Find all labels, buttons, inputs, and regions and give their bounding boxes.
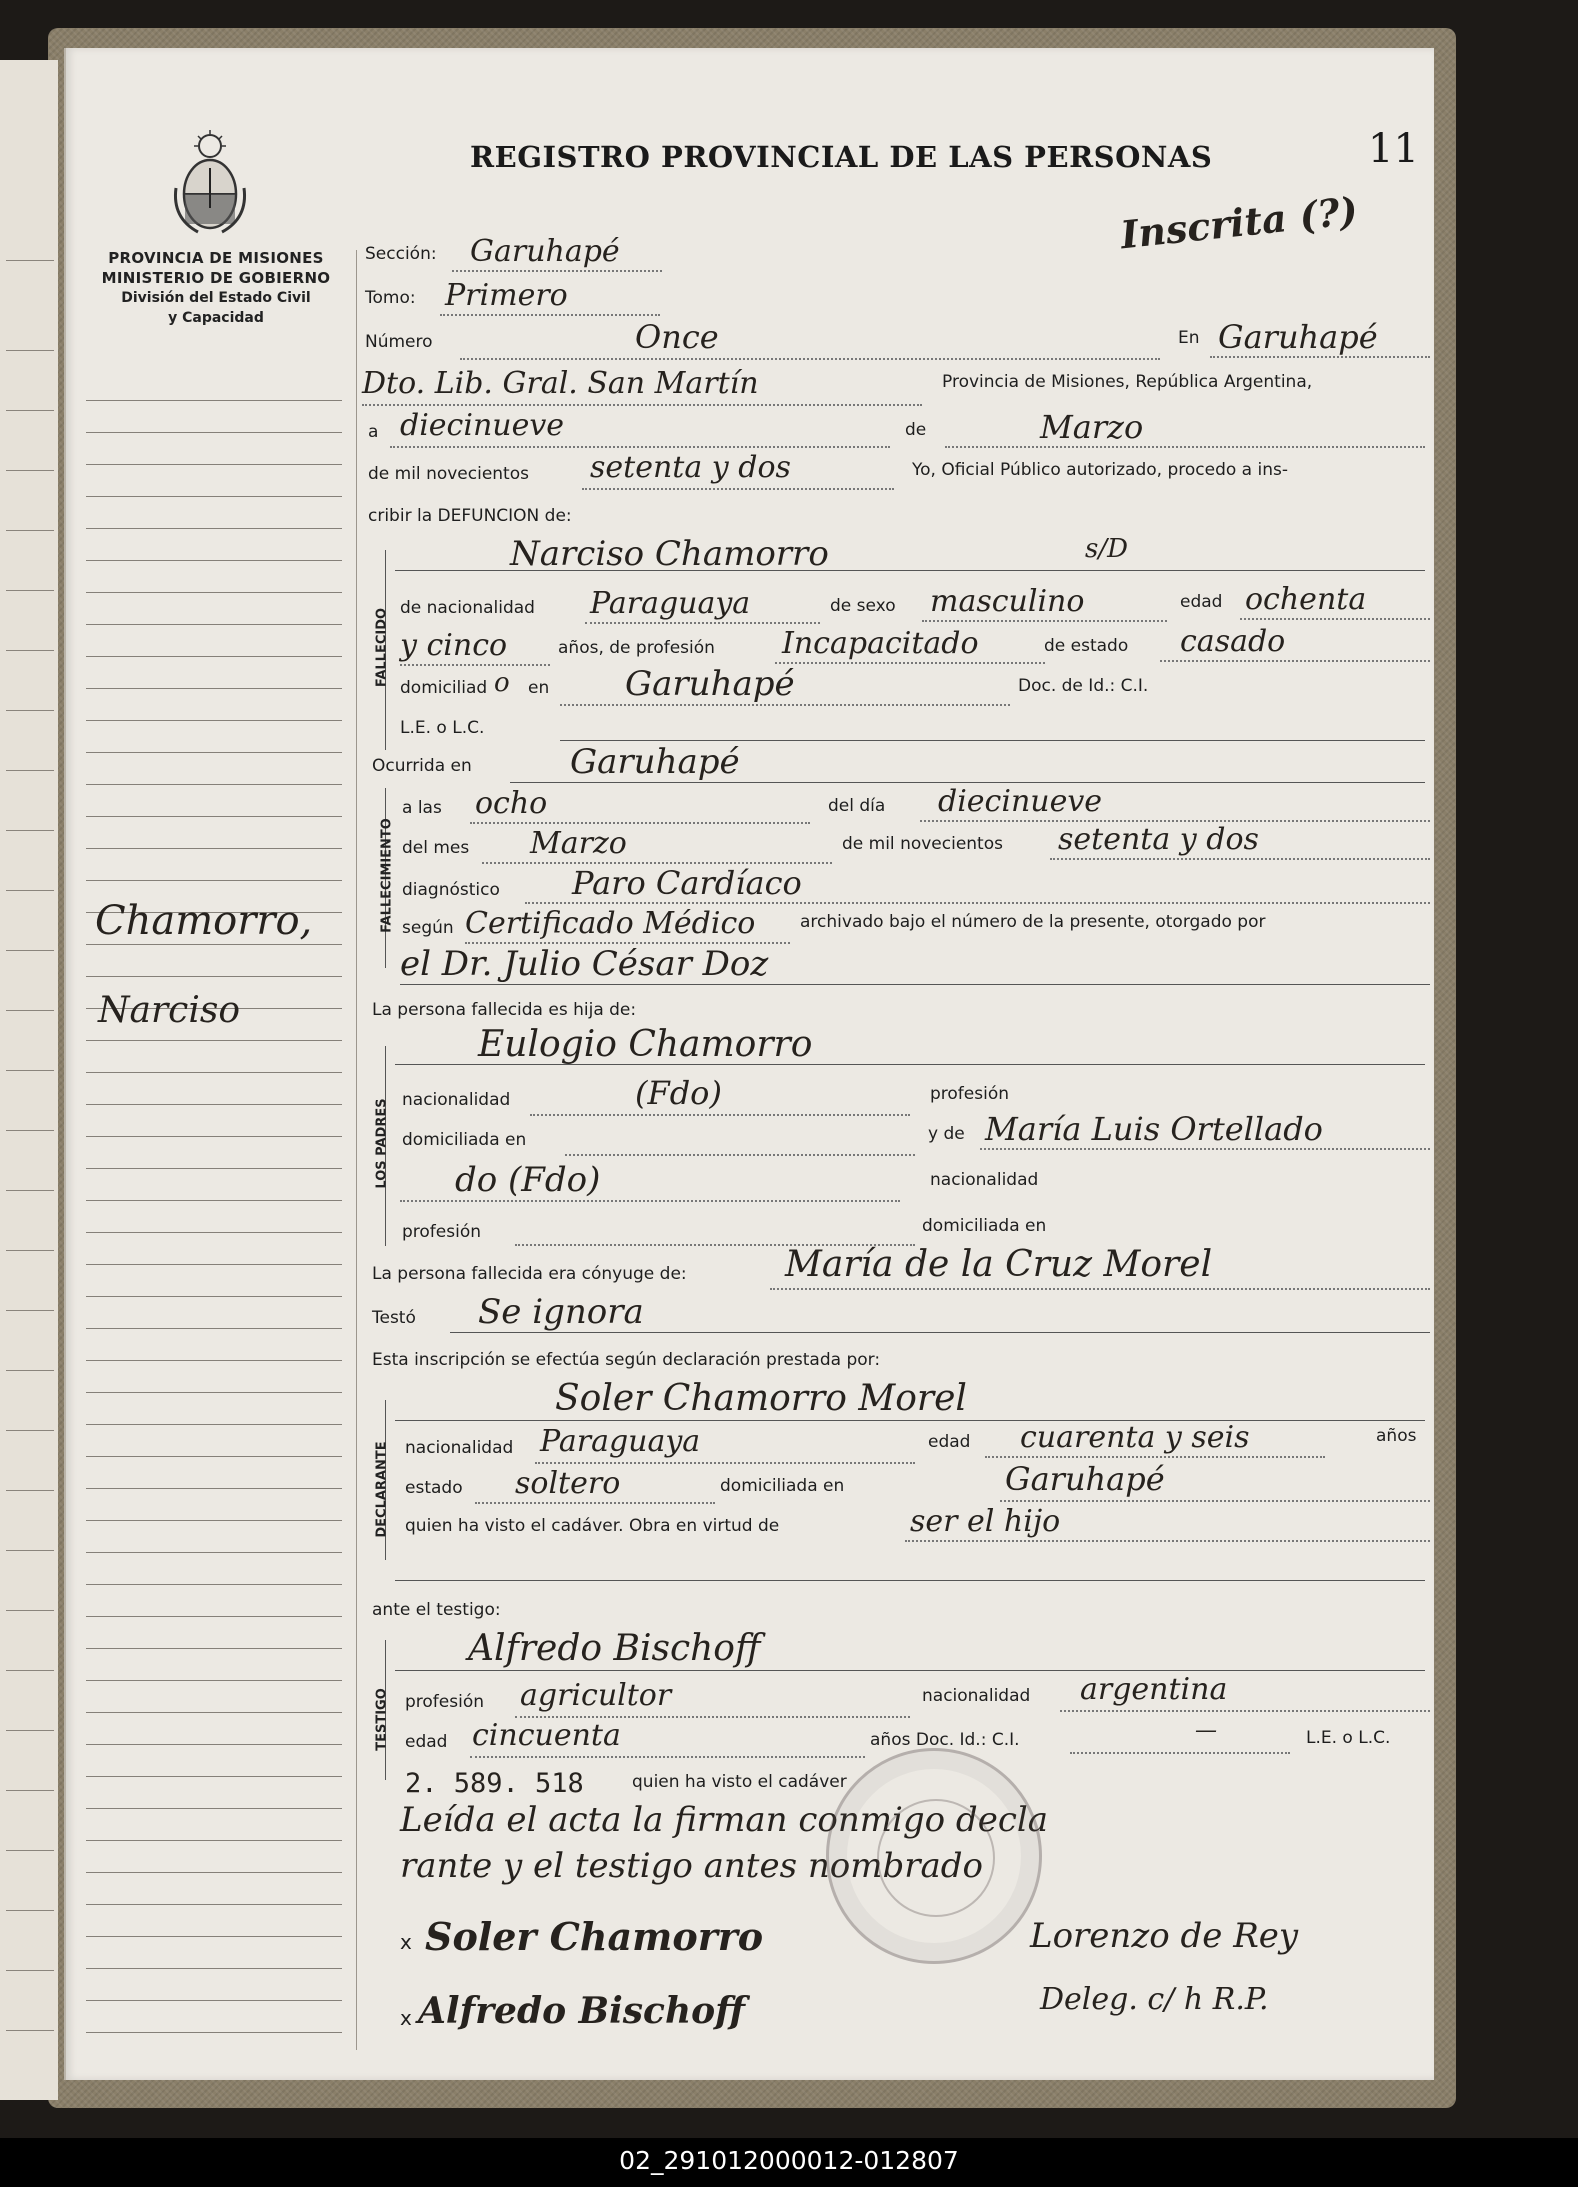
numero-label: Número bbox=[365, 332, 433, 352]
deceased-edad: ochenta bbox=[1245, 582, 1367, 617]
testigo-le-lc-label: L.E. o L.C. bbox=[1306, 1728, 1391, 1748]
declarante-estado-label: estado bbox=[405, 1478, 463, 1498]
numero-value: Once bbox=[635, 318, 719, 356]
margin-surname: Chamorro, bbox=[95, 898, 313, 944]
deceased-name: Narciso Chamorro bbox=[510, 534, 829, 574]
deceased-edad-cont: y cinco bbox=[400, 628, 508, 663]
witness-nacionalidad: argentina bbox=[1080, 1672, 1228, 1707]
testigo-intro: ante el testigo: bbox=[372, 1600, 501, 1620]
coat-of-arms-icon bbox=[168, 128, 252, 240]
declarant-domicilio: Garuhapé bbox=[1005, 1460, 1165, 1498]
padres-profesion2-label: profesión bbox=[402, 1222, 482, 1242]
witness-edad: cincuenta bbox=[472, 1718, 621, 1753]
witness-profesion: agricultor bbox=[520, 1678, 672, 1713]
edad-label: edad bbox=[1180, 592, 1223, 612]
x-mark-2: x bbox=[400, 2006, 412, 2030]
deceased-name-note: s/D bbox=[1085, 534, 1128, 564]
padres-domiciliada-label: domiciliada en bbox=[402, 1130, 527, 1150]
padres-profesion-label: profesión bbox=[930, 1084, 1010, 1104]
le-lc-label: L.E. o L.C. bbox=[400, 718, 485, 738]
en-value: Garuhapé bbox=[1218, 318, 1378, 356]
deceased-sexo: masculino bbox=[930, 584, 1085, 619]
padres-domiciliada2-label: domiciliada en bbox=[922, 1216, 1047, 1236]
father-status: (Fdo) bbox=[635, 1074, 722, 1112]
ministry-name: MINISTERIO DE GOBIERNO bbox=[101, 269, 331, 287]
year-label: de mil novecientos bbox=[368, 464, 529, 484]
year-value: setenta y dos bbox=[590, 450, 791, 485]
en-label: En bbox=[1178, 328, 1200, 348]
mes-label: del mes bbox=[402, 838, 470, 858]
official-stamp bbox=[826, 1748, 1042, 1964]
mother-name-cont: do (Fdo) bbox=[455, 1160, 601, 1200]
issuing-authority bbox=[80, 248, 352, 328]
deceased-domicilio: Garuhapé bbox=[625, 664, 795, 704]
capacity-name: y Capacidad bbox=[168, 310, 264, 326]
physician: el Dr. Julio César Doz bbox=[400, 944, 769, 984]
y-de-label: y de bbox=[928, 1124, 965, 1144]
declarant-edad: cuarenta y seis bbox=[1020, 1420, 1250, 1455]
father-name: Eulogio Chamorro bbox=[478, 1024, 813, 1065]
diagnostico-label: diagnóstico bbox=[402, 880, 500, 900]
witness-name: Alfredo Bischoff bbox=[468, 1628, 761, 1669]
margin-divider bbox=[356, 250, 357, 2050]
testigo-edad-label: edad bbox=[405, 1732, 448, 1752]
nacionalidad-label: de nacionalidad bbox=[400, 598, 535, 618]
seccion-value: Garuhapé bbox=[470, 234, 620, 269]
deceased-estado: casado bbox=[1180, 624, 1286, 659]
hora-label: a las bbox=[402, 798, 442, 818]
death-hour: ocho bbox=[475, 786, 548, 821]
declarant-nacionalidad: Paraguaya bbox=[540, 1424, 701, 1459]
testigo-visto-label: quien ha visto el cadáver bbox=[632, 1772, 847, 1792]
testo-label: Testó bbox=[372, 1308, 416, 1328]
declarante-domiciliada-label: domiciliada en bbox=[720, 1476, 845, 1496]
anos-label: años bbox=[1376, 1426, 1417, 1446]
division-name: División del Estado Civil bbox=[121, 290, 311, 306]
declarante-edad-label: edad bbox=[928, 1432, 971, 1452]
month-value: Marzo bbox=[1040, 408, 1144, 446]
officer-title: Deleg. c/ h R.P. bbox=[1040, 1982, 1269, 2017]
segun-label: según bbox=[402, 918, 454, 938]
document-reference: 02_291012000012-012807 bbox=[619, 2146, 959, 2175]
padres-nacionalidad-label: nacionalidad bbox=[402, 1090, 511, 1110]
facing-page bbox=[0, 60, 58, 2100]
domiciliado-label: domiciliad bbox=[400, 678, 488, 698]
death-day: diecinueve bbox=[938, 784, 1103, 819]
officer-text: Yo, Oficial Público autorizado, procedo a ins- bbox=[912, 460, 1288, 480]
provincia-label: Provincia de Misiones, República Argentina, bbox=[942, 372, 1313, 392]
certificate-type: Certificado Médico bbox=[465, 906, 756, 941]
tomo-label: Tomo: bbox=[365, 288, 416, 308]
fallecido-section-label: FALLECIDO bbox=[374, 607, 390, 688]
conyuge-label: La persona fallecida era cónyuge de: bbox=[372, 1264, 687, 1284]
testigo-profesion-label: profesión bbox=[405, 1692, 485, 1712]
death-place: Garuhapé bbox=[570, 742, 740, 782]
witness-doc-dash: — bbox=[1195, 1718, 1217, 1743]
visto-label: quien ha visto el cadáver. Obra en virtud de bbox=[405, 1516, 780, 1536]
en-label-2: en bbox=[528, 678, 550, 698]
archivado-text: archivado bajo el número de la presente, otorgado por bbox=[800, 912, 1266, 932]
declarante-section-label: DECLARANTE bbox=[374, 1441, 390, 1538]
declarant-estado: soltero bbox=[515, 1466, 621, 1501]
doc-label: Doc. de Id.: C.I. bbox=[1018, 676, 1149, 696]
domiciliado-suffix: o bbox=[494, 668, 510, 698]
testigo-nacionalidad-label: nacionalidad bbox=[922, 1686, 1031, 1706]
closing-line-1: Leída el acta la firman conmigo decla bbox=[400, 1800, 1049, 1840]
mother-name: María Luis Ortellado bbox=[985, 1110, 1323, 1148]
padres-section-label: LOS PADRES bbox=[374, 1098, 390, 1189]
death-month: Marzo bbox=[530, 826, 627, 861]
anio-label: de mil novecientos bbox=[842, 834, 1003, 854]
inscribir-text: cribir la DEFUNCION de: bbox=[368, 506, 572, 526]
de-label: de bbox=[905, 420, 927, 440]
will-status: Se ignora bbox=[478, 1292, 644, 1332]
declarante-nacionalidad-label: nacionalidad bbox=[405, 1438, 514, 1458]
deceased-profesion: Incapacitado bbox=[782, 626, 979, 661]
closing-line-2: rante y el testigo antes nombrado bbox=[400, 1846, 983, 1886]
witness-le-number: 2. 589. 518 bbox=[405, 1768, 584, 1799]
deceased-nacionalidad: Paraguaya bbox=[590, 586, 751, 621]
district-value: Dto. Lib. Gral. San Martín bbox=[362, 366, 759, 401]
testigo-section-label: TESTIGO bbox=[374, 1688, 390, 1751]
spouse-name: María de la Cruz Morel bbox=[785, 1244, 1213, 1285]
a-label: a bbox=[368, 422, 379, 442]
tomo-value: Primero bbox=[445, 278, 568, 313]
province-name: PROVINCIA DE MISIONES bbox=[108, 249, 324, 267]
padres-nacionalidad2-label: nacionalidad bbox=[930, 1170, 1039, 1190]
diagnosis: Paro Cardíaco bbox=[572, 864, 802, 902]
declarant-name: Soler Chamorro Morel bbox=[555, 1378, 967, 1419]
declarant-signature: Soler Chamorro bbox=[425, 1914, 764, 1959]
sexo-label: de sexo bbox=[830, 596, 896, 616]
declarante-intro: Esta inscripción se efectúa según declaración prestada por: bbox=[372, 1350, 881, 1370]
ocurrida-label: Ocurrida en bbox=[372, 756, 472, 776]
estado-label: de estado bbox=[1044, 636, 1129, 656]
day-value: diecinueve bbox=[400, 408, 565, 443]
death-year: setenta y dos bbox=[1058, 822, 1259, 857]
witness-signature: Alfredo Bischoff bbox=[418, 1990, 745, 2032]
margin-given-name: Narciso bbox=[98, 990, 240, 1031]
seccion-label: Sección: bbox=[365, 244, 437, 264]
page-number: 11 bbox=[1368, 126, 1419, 172]
inscription-annotation: Inscrita (?) bbox=[1118, 187, 1360, 258]
dia-label: del día bbox=[828, 796, 886, 816]
testigo-doc-label: años Doc. Id.: C.I. bbox=[870, 1730, 1020, 1750]
padres-intro: La persona fallecida es hija de: bbox=[372, 1000, 637, 1020]
x-mark-1: x bbox=[400, 1930, 412, 1954]
anos-profesion-label: años, de profesión bbox=[558, 638, 715, 658]
page-title: REGISTRO PROVINCIAL DE LAS PERSONAS bbox=[470, 140, 1213, 174]
declarant-relation: ser el hijo bbox=[910, 1504, 1061, 1539]
officer-signature: Lorenzo de Rey bbox=[1030, 1916, 1299, 1956]
fallecimiento-section-label: FALLECIMIENTO bbox=[379, 818, 395, 933]
